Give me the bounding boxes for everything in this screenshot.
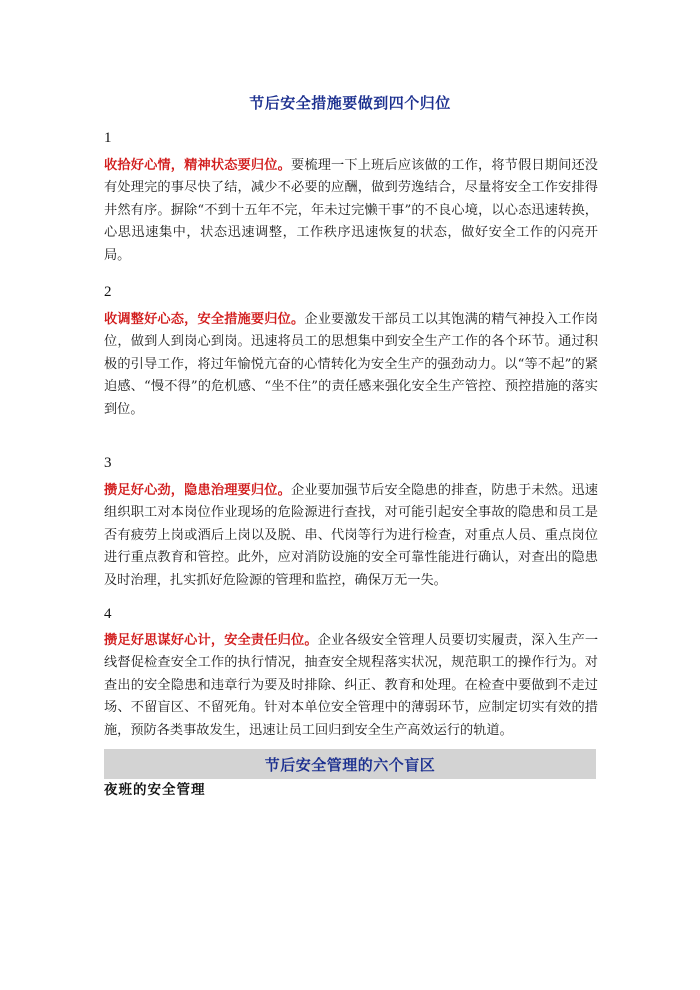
section-number: 3 xyxy=(104,455,112,471)
section-lead: 攒足好心劲，隐患治理要归位。 xyxy=(104,483,291,498)
section-lead: 收拾好心情，精神状态要归位。 xyxy=(104,158,291,173)
section-paragraph xyxy=(104,155,598,267)
section-paragraph xyxy=(104,309,598,421)
section-number: 4 xyxy=(104,606,112,622)
document-title: 节后安全措施要做到四个归位 xyxy=(249,94,451,112)
section-banner xyxy=(104,749,596,779)
section-number: 1 xyxy=(104,130,112,146)
section-text: 企业各级安全管理人员要切实履责，深入生产一线督促检查安全工作的执行情况，抽查安全规程落实状况，规范职工的操作行为。对查出的安全隐患和违章行为要及时排除、纠正、教育和处理。在检查中要做到不走过场、不留盲区、不留死角。针对本单位安全管理中的薄弱环节，应制定切实有效的措施，预防各类事故发生，迅速让员工回归到安全生产高效运行的轨道。 xyxy=(104,633,599,738)
section-paragraph xyxy=(104,630,598,742)
banner-title: 节后安全管理的六个盲区 xyxy=(264,755,436,774)
section-lead: 收调整好心态，安全措施要归位。 xyxy=(104,312,305,327)
section-text: 企业要激发干部员工以其饱满的精气神投入工作岗位，做到人到岗心到岗。迅速将员工的思想集中到安全生产工作的各个环节。通过积极的引导工作，将过年愉悦亢奋的心情转化为安全生产的强劲动力。以“等不起”的紧迫感、“慢不得”的危机感、“坐不住”的责任感来强化安全生产管控、预控措施的落实到位。 xyxy=(104,312,599,417)
section-lead: 攒足好思谋好心计，安全责任归位。 xyxy=(104,633,318,648)
section-paragraph xyxy=(104,480,598,592)
section-text: 企业要加强节后安全隐患的排查，防患于未然。迅速组织职工对本岗位作业现场的危险源进行查找，对可能引起安全事故的隐患和员工是否有疲劳上岗或酒后上岗以及脱、串、代岗等行为进行检查，对重点人员、重点岗位进行重点教育和管控。此外，应对消防设施的安全可靠性能进行确认，对查出的隐患及时治理，扎实抓好危险源的管理和监控，确保万无一失。 xyxy=(104,483,598,588)
section-number: 2 xyxy=(104,284,112,300)
sub-heading: 夜班的安全管理 xyxy=(104,782,206,798)
section-text: 要梳理一下上班后应该做的工作，将节假日期间还没有处理完的事尽快了结，减少不必要的应酬，做到劳逸结合，尽量将安全工作安排得井然有序。摒除“不到十五年不完，年未过完懒干事”的不良心境，以心态迅速转换，心思迅速集中，状态迅速调整，工作秩序迅速恢复的状态，做好安全工作的闪亮开局。 xyxy=(104,158,598,263)
